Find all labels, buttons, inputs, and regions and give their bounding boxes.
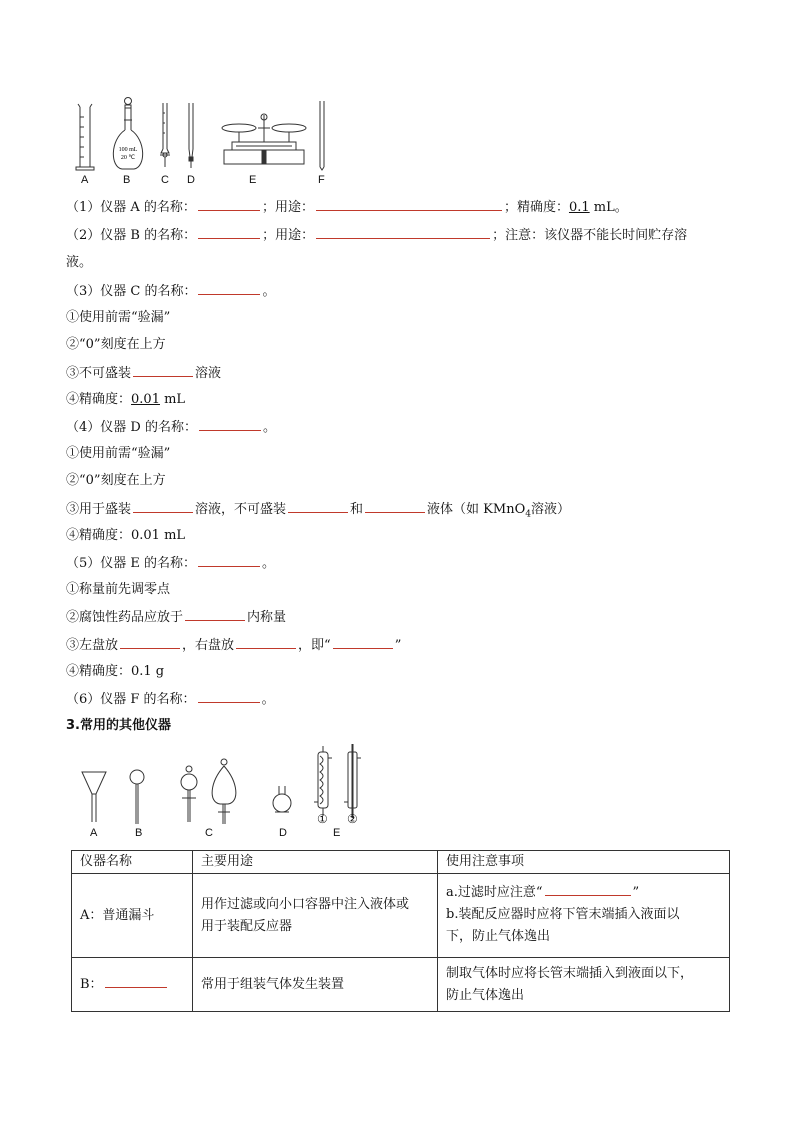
q5-item-2 <box>66 607 286 628</box>
q4-item3-d: 液体（如 KMnO <box>427 502 526 517</box>
q1-use-blank[interactable] <box>316 197 502 211</box>
q4-item-1: ①使用前需“验漏” <box>66 446 171 461</box>
row1-note-2: b.装配反应器时应将下管末端插入液面以 <box>446 906 680 922</box>
base-burette-icon <box>189 103 193 168</box>
q4-item3-blank-2[interactable] <box>288 499 348 513</box>
q4-item-3 <box>66 499 570 525</box>
q3-item3-b: 溶液 <box>195 366 222 381</box>
q3-item-3 <box>66 363 221 384</box>
row1-name: A：普通漏斗 <box>72 874 193 958</box>
q4-item-4: ④精确度：0.01 mL <box>66 528 186 543</box>
question-2 <box>66 225 687 246</box>
q5-item-1: ①称量前先调零点 <box>66 582 171 597</box>
instrument-figure-1 <box>66 95 346 175</box>
q6-end: 。 <box>261 692 275 707</box>
header-notes: 使用注意事项 <box>438 851 730 874</box>
q1-prefix: （1）仪器 A 的名称： <box>66 200 196 215</box>
q4-item3-b: 溶液，不可盛装 <box>195 502 287 517</box>
q4-item3-sub: 4 <box>525 509 531 520</box>
flask-label-volume: 100 mL <box>118 147 138 153</box>
fig2-label-circ2: ② <box>347 812 358 826</box>
q1-precision-value: 0.1 <box>568 200 590 215</box>
q3-name-blank[interactable] <box>198 281 260 295</box>
condenser-1-icon <box>314 746 332 816</box>
q2-end: ；注意：该仪器不能长时间贮存溶 <box>492 228 688 243</box>
balance-icon <box>222 114 306 164</box>
row1-notes <box>438 874 730 958</box>
q5-prefix: （5）仪器 E 的名称： <box>66 556 197 571</box>
q2-use-blank[interactable] <box>316 225 490 239</box>
table-header-row <box>72 851 730 874</box>
table-row <box>72 958 730 1012</box>
q5-item-3 <box>66 635 401 656</box>
q3-item-2: ②“0”刻度在上方 <box>66 337 166 352</box>
q5-item-4: ④精确度：0.1 g <box>66 664 165 679</box>
graduated-cylinder-icon <box>76 104 94 170</box>
fig2-label-b: B <box>135 827 143 839</box>
fig2-label-e: E <box>333 827 341 839</box>
row2-notes <box>438 958 730 1012</box>
q1-name-blank[interactable] <box>198 197 260 211</box>
acid-burette-icon <box>160 103 170 167</box>
q1-mid: ；用途： <box>261 200 314 215</box>
row2-note-1: 制取气体时应将长管末端插入到液面以下， <box>446 965 694 981</box>
q3-precision-value: 0.01 <box>131 392 160 407</box>
row1-note-blank[interactable] <box>545 882 631 896</box>
q5-item3-blank-1[interactable] <box>120 635 180 649</box>
q5-item3-blank-2[interactable] <box>236 635 296 649</box>
fig1-label-b: B <box>123 174 131 186</box>
q1-unit: mL。 <box>589 200 628 215</box>
q2-name-blank[interactable] <box>198 225 260 239</box>
q1-end: ；精确度： <box>503 200 569 215</box>
fig2-label-d: D <box>279 827 287 839</box>
row2-note-2: 防止气体逸出 <box>446 987 525 1003</box>
row1-note-1 <box>446 882 721 904</box>
q5-item3-c: ，即“ <box>298 638 331 653</box>
instrument-table <box>71 850 730 1012</box>
q2-prefix: （2）仪器 B 的名称： <box>66 228 197 243</box>
section-title: 3.常用的其他仪器 <box>66 718 171 733</box>
q6-prefix: （6）仪器 F 的名称： <box>66 692 196 707</box>
q2-continuation: 液。 <box>66 255 93 270</box>
q3-prefix: （3）仪器 C 的名称： <box>66 284 197 299</box>
row1-note-3: 下，防止气体逸出 <box>446 928 551 944</box>
row1-use-line-1: 用作过滤或向小口容器中注入液体或 <box>201 896 410 912</box>
q4-item3-a: ③用于盛装 <box>66 502 132 517</box>
fig1-label-a: A <box>81 174 89 186</box>
fig1-label-d: D <box>187 174 195 186</box>
fig2-label-circ1: ① <box>317 812 328 826</box>
q5-item3-a: ③左盘放 <box>66 638 119 653</box>
row1-note1-b: ” <box>632 884 640 900</box>
row1-use <box>193 874 438 958</box>
q6-name-blank[interactable] <box>198 689 260 703</box>
fig1-label-e: E <box>249 174 257 186</box>
q4-item3-blank-3[interactable] <box>365 499 425 513</box>
row2-use: 常用于组装气体发生装置 <box>193 958 438 1012</box>
q4-name-blank[interactable] <box>199 417 261 431</box>
q5-item2-b: 内称量 <box>247 610 287 625</box>
q4-item3-c: 和 <box>350 502 364 517</box>
q3-end: 。 <box>262 284 276 299</box>
row1-note1-a: a.过滤时应注意“ <box>446 884 543 900</box>
fig1-label-f: F <box>318 174 325 186</box>
question-5 <box>66 553 275 574</box>
q3-item-1: ①使用前需“验漏” <box>66 310 171 325</box>
flask-label-temp: 20 ℃ <box>120 155 136 161</box>
fig2-label-c: C <box>205 827 213 839</box>
q3-item-4 <box>66 390 185 410</box>
q5-end: 。 <box>262 556 276 571</box>
funnel-icon <box>82 772 106 822</box>
q3-item4-a: ④精确度： <box>66 392 132 407</box>
q4-prefix: （4）仪器 D 的名称： <box>66 420 197 435</box>
header-use: 主要用途 <box>193 851 438 874</box>
condenser-2-icon <box>344 744 361 818</box>
row1-use-line-2: 用于装配反应器 <box>201 918 293 934</box>
q5-item3-blank-3[interactable] <box>333 635 393 649</box>
q4-end: 。 <box>262 420 276 435</box>
question-6 <box>66 689 275 710</box>
q5-name-blank[interactable] <box>198 553 260 567</box>
row2-name-prefix: B： <box>80 976 103 992</box>
question-4 <box>66 417 276 438</box>
q3-item3-blank[interactable] <box>133 363 193 377</box>
q5-item2-blank[interactable] <box>185 607 245 621</box>
instrument-figure-2 <box>70 742 380 828</box>
separatory-funnel-icon <box>181 759 236 824</box>
round-flask-icon <box>273 786 291 812</box>
fig1-label-c: C <box>161 174 169 186</box>
header-name: 仪器名称 <box>72 851 193 874</box>
question-1 <box>66 197 628 218</box>
fig2-label-a: A <box>90 827 98 839</box>
row2-name <box>72 958 193 1012</box>
table-row <box>72 874 730 958</box>
question-3 <box>66 281 276 302</box>
q2-mid: ；用途： <box>262 228 315 243</box>
q5-item2-a: ②腐蚀性药品应放于 <box>66 610 184 625</box>
row2-name-blank[interactable] <box>105 974 167 988</box>
q3-item4-unit: mL <box>159 392 186 407</box>
long-funnel-icon <box>130 770 144 824</box>
q5-item3-d: ” <box>394 638 402 653</box>
thermometer-icon <box>320 101 324 170</box>
q4-item3-e: 溶液） <box>530 502 570 517</box>
q3-item3-a: ③不可盛装 <box>66 366 132 381</box>
q5-item3-b: ，右盘放 <box>182 638 235 653</box>
q4-item-2: ②“0”刻度在上方 <box>66 473 166 488</box>
q4-item3-blank-1[interactable] <box>133 499 193 513</box>
